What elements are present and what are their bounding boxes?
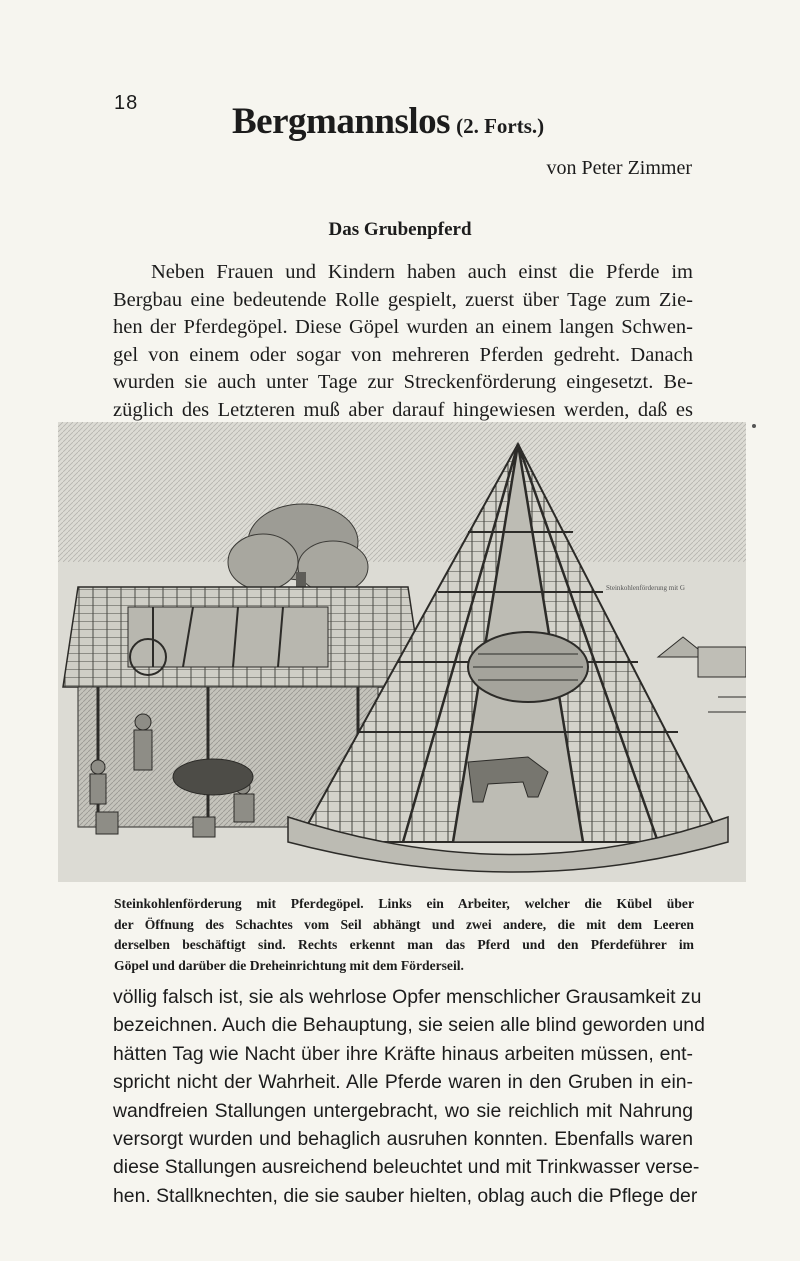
paragraph-line: versorgt wurden und behaglich ausruhen konnten. Ebenfalls waren xyxy=(113,1128,693,1151)
paragraph-line: Bergbau eine bedeutende Rolle gespielt, zuerst über Tage zum Zie- xyxy=(113,288,693,311)
woodcut-horse-gin-illustration xyxy=(58,422,746,882)
illustration-drawing xyxy=(58,422,746,882)
paragraph-line: diese Stallungen ausreichend beleuchtet und mit Trinkwasser verse- xyxy=(113,1156,700,1179)
paragraph-line: wandfreien Stallungen untergebracht, wo sie reichlich mit Nahrung xyxy=(113,1099,693,1122)
page-number: 18 xyxy=(114,92,139,114)
article-title-suffix: (2. Forts.) xyxy=(456,114,545,138)
article-title-block xyxy=(232,100,544,143)
paragraph-continued xyxy=(113,983,705,1210)
paragraph-line: züglich des Letzteren muß aber darauf hingewiesen werden, daß es xyxy=(113,398,693,421)
paragraph-line: bezeichnen. Auch die Behauptung, sie seien alle blind geworden und xyxy=(113,1014,705,1037)
paragraph-line: hätten Tag wie Nacht über ihre Kräfte hinaus arbeiten müssen, ent- xyxy=(113,1042,693,1065)
print-speck xyxy=(752,424,756,428)
figure-caption xyxy=(114,894,694,976)
paragraph-line: Neben Frauen und Kindern haben auch einst die Pferde im xyxy=(151,261,693,283)
caption-line: der Öffnung des Schachtes vom Seil abhängt und zwei andere, die mit dem Leeren xyxy=(114,916,694,932)
paragraph-intro xyxy=(113,259,693,425)
paragraph-line: gel von einem oder sogar von mehreren Pferden gedreht. Danach xyxy=(113,343,693,366)
article-author: von Peter Zimmer xyxy=(546,157,692,179)
paragraph-line: hen. Stallknechten, die sie sauber hielten, oblag auch die Pflege der xyxy=(113,1184,698,1207)
section-heading: Das Grubenpferd xyxy=(328,219,472,240)
caption-line: Steinkohlenförderung mit Pferdegöpel. Links ein Arbeiter, welcher die Kübel über xyxy=(114,896,694,911)
embedded-figure-label: Steinkohlenförderung mit G xyxy=(606,584,685,592)
article-title: Bergmannslos xyxy=(232,101,451,142)
paragraph-line: wurden sie auch unter Tage zur Streckenförderung eingesetzt. Be- xyxy=(113,371,693,394)
paragraph-line: spricht nicht der Wahrheit. Alle Pferde waren in den Gruben in ein- xyxy=(113,1071,693,1094)
caption-line: Göpel und darüber die Dreheinrichtung mit dem Förderseil. xyxy=(114,957,464,973)
paragraph-line: völlig falsch ist, sie als wehrlose Opfer menschlicher Grausamkeit zu xyxy=(113,986,702,1008)
paragraph-line: hen der Pferdegöpel. Diese Göpel wurden an einem langen Schwen- xyxy=(113,316,693,339)
caption-line: derselben beschäftigt sind. Rechts erkennt man das Pferd und den Pferdeführer im xyxy=(114,937,694,952)
